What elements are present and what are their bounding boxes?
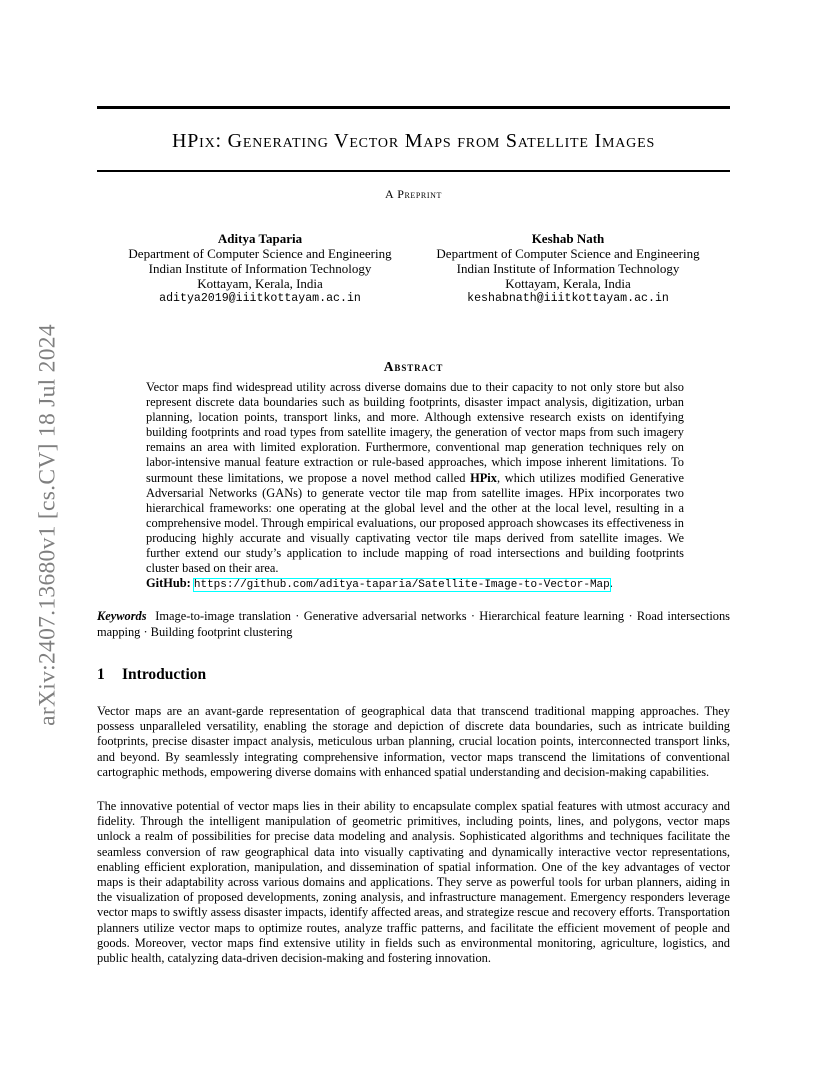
paper-title: HPix: Generating Vector Maps from Satellite Images [171,130,656,152]
author-institute: Indian Institute of Information Technology [456,261,680,276]
author-name: Keshab Nath [531,231,605,246]
abstract-heading: Abstract [383,359,444,374]
author-email[interactable]: aditya2019@iiitkottayam.ac.in [159,292,361,305]
intro-paragraph-2: The innovative potential of vector maps lies in their ability to encapsulate complex spatial features with utmost accuracy and fidelity. Through the intelligent manipulation of geometric primitives, including points, lines, and polygons, vector maps unlock a realm of possibilities for precise data modeling and analysis. Sophisticated algorithms and techniques facilitate the seamless conversion of raw geographical data into visually captivating and dynamically interactive vector representations, enabling efficient exploration, manipulation, and dissemination of spatial information. One of the key advantages of vector maps is their adaptability across various domains and applications. They serve as powerful tools for urban planners, aiding in the visualization of proposed developments, zoning analysis, and infrastructure management. Emergency responders leverage vector maps to swiftly assess disaster impacts, identify affected areas, and strategize rescue and recovery efforts. Transportation planners utilize vector maps to optimize routes, analyze traffic patterns, and facilitate the efficient movement of people and goods. Moreover, vector maps find extensive utility in fields such as environmental monitoring, agriculture, logistics, and public health, catalyzing data-driven decision-making and fostering innovation. [97,799,730,966]
keywords-text: Image-to-image translation · Generative adversarial networks · Hierarchical feature learning · Road intersections mapping · Building footprint clustering [97,609,730,639]
section-number: 1 [97,666,105,683]
abstract-body: Vector maps find widespread utility across diverse domains due to their capacity to not only store but also represent discrete data boundaries such as building footprints, disaster impact analysis, digitization, urban planning, location points, transport links, and more. Although extensive research exists on identifying building footprints and road types from satellite imagery, the generation of vector maps from such imagery remains an area with limited exploration. Furthermore, conventional map generation techniques rely on labor-intensive manual feature extraction or rule-based approaches, which impose inherent limitations. To surmount these limitations, we propose a novel method called HPix, which utilizes modified Generative Adversarial Networks (GANs) to generate vector tile map from satellite images. HPix incorporates two hierarchical frameworks: one operating at the global level and the other at the local level, resulting in a comprehensive model. Through empirical evaluations, our proposed approach showcases its effectiveness in producing highly accurate and visually captivating vector tile maps derived from satellite images. We further extend our study’s application to include mapping of road intersections and building footprints cluster based on their area. GitHub: https://github.com/aditya-taparia/Satellite-Image-to-Vector-Map. [146,380,684,592]
abstract-text-part-1: Vector maps find widespread utility across diverse domains due to their capacity to not only store but also represent discrete data boundaries such as building footprints, disaster impact analysis, digitization, urban planning, location points, transport links, and more. Although extensive research exists on identifying building footprints and road types from satellite imagery, the generation of vector maps from such imagery remains an area with limited exploration. Furthermore, conventional map generation techniques rely on labor-intensive manual feature extraction or rule-based approaches, which impose inherent limitations. To surmount these limitations, we propose a novel method called [146,380,684,485]
title-top-rule [97,106,730,109]
author-email[interactable]: keshabnath@iiitkottayam.ac.in [467,292,669,305]
arxiv-sidebar-id: arXiv:2407.13680v1 [cs.CV] 18 Jul 2024 [34,324,61,726]
keywords-label: Keywords [97,609,147,623]
method-name: HPix [470,470,497,485]
section-heading [97,666,206,684]
author-block-1 [110,231,410,306]
section-title: Introduction [122,666,207,683]
author-location: Kottayam, Kerala, India [197,276,323,291]
title-bottom-rule [97,170,730,172]
abstract-text-part-2: , which utilizes modified Generative Adversarial Networks (GANs) to generate vector tile map from satellite images. HPix incorporates two hierarchical frameworks: one operating at the global level and the other at the local level, resulting in a comprehensive model. Through empirical evaluations, our proposed approach showcases its effectiveness in producing highly accurate and visually captivating vector tile maps derived from satellite images. We further extend our study’s application to include mapping of road intersections and building footprints cluster based on their area. [146,470,684,576]
author-location: Kottayam, Kerala, India [505,276,631,291]
author-department: Department of Computer Science and Engineering [128,246,392,261]
intro-paragraph-1: Vector maps are an avant-garde representation of geographical data that transcend traditional mapping approaches. They possess unparalleled versatility, enabling the storage and depiction of discrete data boundaries, such as intricate building footprints, precise disaster impact analysis, meticulous urban planning, crucial location points, interconnected transport links, and beyond. By seamlessly integrating comprehensive information, vector maps transcend the limitations of conventional cartographic methods, empowering diverse domains with enhanced spatial understanding and decision-making capabilities. [97,704,730,779]
author-block-2 [418,231,718,306]
author-institute: Indian Institute of Information Technology [148,261,372,276]
author-department: Department of Computer Science and Engineering [436,246,700,261]
github-link[interactable]: https://github.com/aditya-taparia/Satellite-Image-to-Vector-Map [193,579,610,592]
preprint-label: A Preprint [384,187,442,201]
github-label: GitHub: [146,576,191,591]
keywords-block [97,609,730,640]
author-name: Aditya Taparia [217,231,303,246]
